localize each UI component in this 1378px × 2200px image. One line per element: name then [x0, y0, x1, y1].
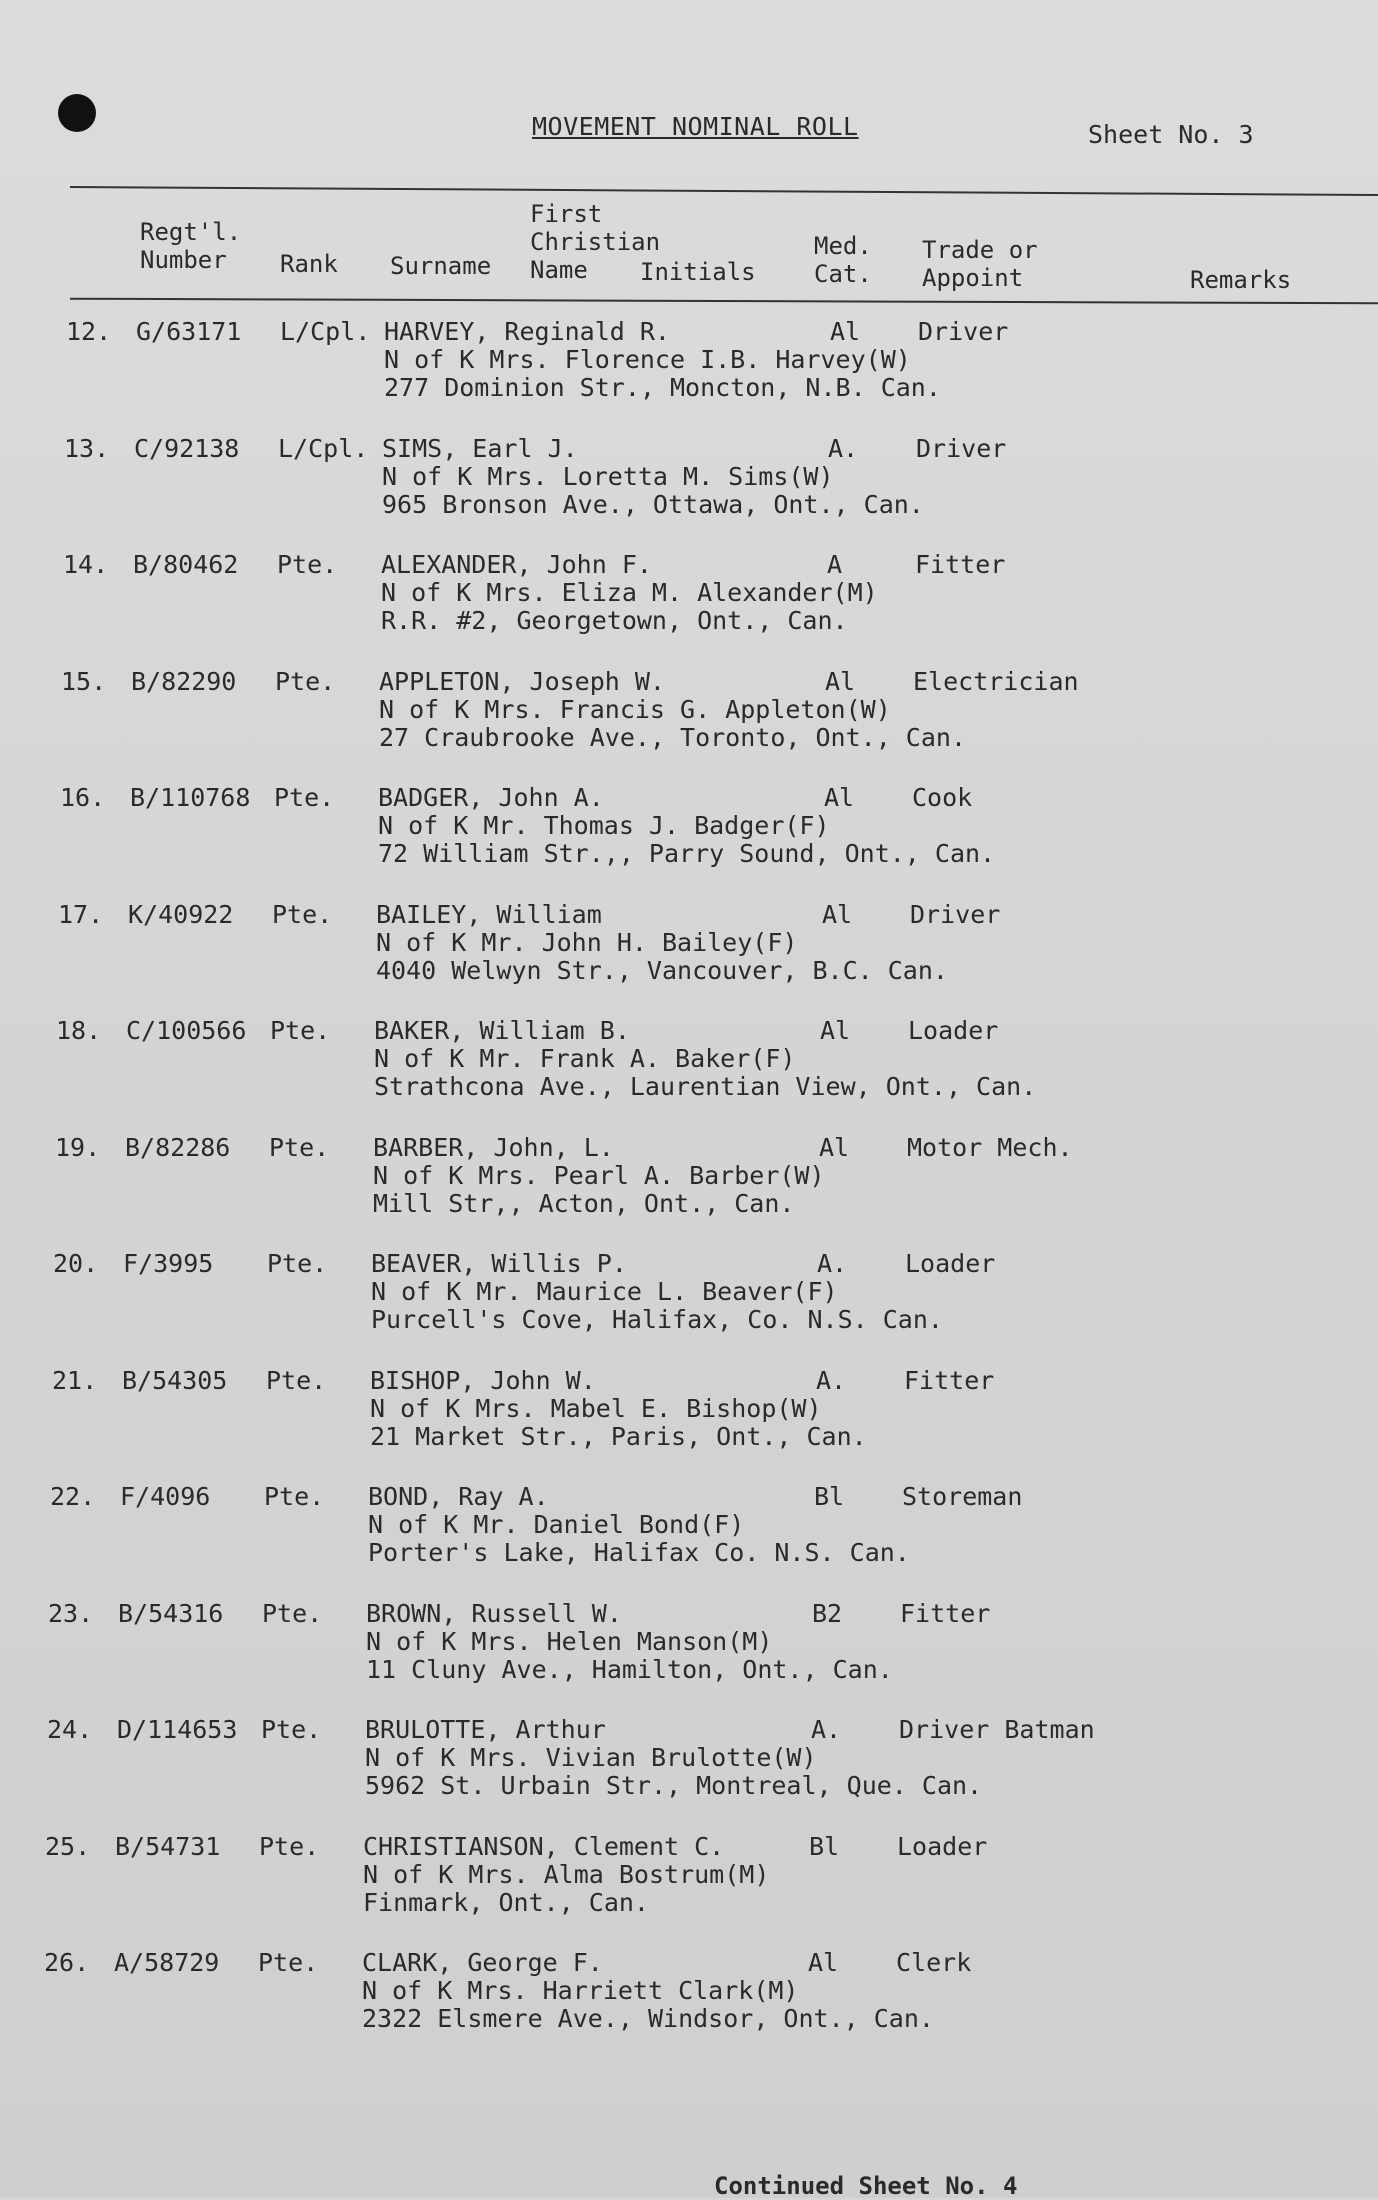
entry-trade: Cook	[912, 783, 973, 812]
list-item	[0, 435, 1378, 545]
entry-med-cat: Al	[825, 666, 856, 696]
entry-regt-number: G/63171	[136, 317, 242, 346]
entry-number: 16.	[60, 783, 106, 812]
col-header-med-cat: Med. Cat.	[814, 232, 872, 288]
entry-regt-number: B/82286	[125, 1132, 231, 1162]
entry-trade: Storeman	[902, 1482, 1023, 1511]
entry-number: 14.	[63, 550, 109, 579]
entry-trade: Fitter	[915, 550, 1006, 579]
entry-next-of-kin: N of K Mrs. Florence I.B. Harvey(W)	[384, 345, 911, 374]
entry-address: 2322 Elsmere Ave., Windsor, Ont., Can.	[362, 2004, 934, 2033]
entry-trade: Driver	[916, 433, 1007, 463]
entry-address: 277 Dominion Str., Moncton, N.B. Can.	[384, 373, 941, 402]
document-title: MOVEMENT NOMINAL ROLL	[532, 112, 859, 141]
entry-name: BAKER, William B.	[374, 1016, 630, 1045]
entry-regt-number: A/58729	[114, 1948, 220, 1977]
entry-med-cat: Al	[808, 1948, 839, 1977]
entry-next-of-kin: N of K Mrs. Pearl A. Barber(W)	[373, 1160, 825, 1190]
entry-name: BADGER, John A.	[378, 783, 604, 812]
entry-next-of-kin: N of K Mrs. Francis G. Appleton(W)	[379, 694, 891, 724]
entry-address: R.R. #2, Georgetown, Ont., Can.	[381, 606, 848, 635]
entry-name: BAILEY, William	[376, 899, 602, 929]
entry-med-cat: B2	[812, 1598, 843, 1628]
col-header-surname: Surname	[390, 252, 492, 280]
entry-number: 13.	[64, 433, 110, 463]
entry-address: 5962 St. Urbain Str., Montreal, Que. Can.	[365, 1771, 983, 1800]
col-header-initials: Initials	[640, 258, 756, 286]
entry-med-cat: A.	[828, 433, 859, 463]
entry-regt-number: K/40922	[128, 899, 234, 929]
entry-med-cat: Al	[830, 317, 861, 346]
punch-hole	[58, 94, 96, 132]
entry-number: 21.	[52, 1365, 98, 1395]
entry-number: 15.	[61, 666, 107, 696]
entry-regt-number: C/92138	[134, 433, 240, 463]
entry-next-of-kin: N of K Mr. Frank A. Baker(F)	[374, 1044, 796, 1073]
entry-regt-number: B/54316	[118, 1598, 224, 1628]
col-header-first-christian-name: First Christian Name	[530, 200, 661, 284]
entry-rank: Pte.	[261, 1715, 322, 1744]
col-header-remarks: Remarks	[1190, 266, 1292, 294]
entry-trade: Fitter	[904, 1365, 995, 1395]
entry-next-of-kin: N of K Mrs. Alma Bostrum(M)	[363, 1859, 770, 1889]
list-item	[0, 1600, 1378, 1710]
entry-regt-number: B/82290	[131, 666, 237, 696]
entry-next-of-kin: N of K Mr. Daniel Bond(F)	[368, 1510, 745, 1539]
entry-rank: Pte.	[267, 1249, 328, 1278]
entry-trade: Electrician	[913, 666, 1079, 696]
entry-address: Finmark, Ont., Can.	[363, 1887, 649, 1917]
entry-trade: Motor Mech.	[907, 1132, 1073, 1162]
entry-rank: Pte.	[269, 1132, 330, 1162]
entry-address: Mill Str,, Acton, Ont., Can.	[373, 1188, 795, 1218]
entry-name: BARBER, John, L.	[373, 1132, 614, 1162]
entry-next-of-kin: N of K Mrs. Loretta M. Sims(W)	[382, 461, 834, 491]
list-item	[0, 1483, 1378, 1593]
entry-trade: Fitter	[900, 1598, 991, 1628]
entry-regt-number: C/100566	[126, 1016, 247, 1045]
entry-name: BOND, Ray A.	[368, 1482, 549, 1511]
entry-regt-number: D/114653	[117, 1715, 238, 1744]
entry-rank: Pte.	[266, 1365, 327, 1395]
list-item	[0, 668, 1378, 778]
entry-rank: L/Cpl.	[278, 433, 369, 463]
col-header-rank: Rank	[280, 250, 338, 278]
entry-rank: Pte.	[274, 783, 335, 812]
entry-name: BRULOTTE, Arthur	[365, 1715, 606, 1744]
header-top-rule	[70, 186, 1378, 196]
entry-address: Strathcona Ave., Laurentian View, Ont., Can.	[374, 1072, 1037, 1101]
entry-address: 27 Craubrooke Ave., Toronto, Ont., Can.	[379, 722, 966, 752]
entry-number: 22.	[50, 1482, 96, 1511]
entry-number: 25.	[45, 1831, 91, 1861]
entry-name: BEAVER, Willis P.	[371, 1249, 627, 1278]
list-item	[0, 318, 1378, 428]
entry-number: 26.	[44, 1948, 90, 1977]
entry-number: 20.	[53, 1249, 99, 1278]
entry-rank: Pte.	[262, 1598, 323, 1628]
entry-next-of-kin: N of K Mr. Thomas J. Badger(F)	[378, 811, 830, 840]
entry-name: CHRISTIANSON, Clement C.	[363, 1831, 725, 1861]
entry-address: 11 Cluny Ave., Hamilton, Ont., Can.	[366, 1654, 893, 1684]
entry-number: 23.	[48, 1598, 94, 1628]
entry-regt-number: F/3995	[123, 1249, 214, 1278]
entry-address: 965 Bronson Ave., Ottawa, Ont., Can.	[382, 489, 924, 519]
list-item	[0, 1134, 1378, 1244]
entry-name: SIMS, Earl J.	[382, 433, 578, 463]
entry-rank: Pte.	[264, 1482, 325, 1511]
entry-name: HARVEY, Reginald R.	[384, 317, 670, 346]
list-item	[0, 901, 1378, 1011]
entry-trade: Loader	[908, 1016, 999, 1045]
list-item	[0, 1250, 1378, 1360]
entry-med-cat: Bl	[809, 1831, 840, 1861]
entry-number: 24.	[47, 1715, 93, 1744]
entry-number: 18.	[56, 1016, 102, 1045]
entry-next-of-kin: N of K Mrs. Eliza M. Alexander(M)	[381, 578, 878, 607]
entry-rank: Pte.	[275, 666, 336, 696]
list-item	[0, 551, 1378, 661]
entry-rank: Pte.	[272, 899, 333, 929]
entry-trade: Driver	[910, 899, 1001, 929]
col-header-trade-or-appoint: Trade or Appoint	[922, 236, 1038, 292]
entry-med-cat: A.	[817, 1249, 848, 1278]
continued-sheet-note: Continued Sheet No. 4	[714, 2172, 1018, 2200]
entry-rank: L/Cpl.	[280, 317, 371, 346]
entry-next-of-kin: N of K Mrs. Vivian Brulotte(W)	[365, 1743, 817, 1772]
entry-next-of-kin: N of K Mrs. Harriett Clark(M)	[362, 1976, 799, 2005]
header-bottom-rule	[70, 298, 1378, 305]
entry-regt-number: B/110768	[130, 783, 251, 812]
list-item	[0, 784, 1378, 894]
list-item	[0, 1716, 1378, 1826]
entry-rank: Pte.	[270, 1016, 331, 1045]
entry-number: 17.	[58, 899, 104, 929]
entry-regt-number: B/80462	[133, 550, 239, 579]
entry-regt-number: F/4096	[120, 1482, 211, 1511]
entry-address: Porter's Lake, Halifax Co. N.S. Can.	[368, 1538, 910, 1567]
entry-trade: Driver	[918, 317, 1009, 346]
entry-med-cat: A.	[816, 1365, 847, 1395]
entry-address: 72 William Str.,, Parry Sound, Ont., Can.	[378, 839, 996, 868]
entry-med-cat: Al	[824, 783, 855, 812]
entry-regt-number: B/54731	[115, 1831, 221, 1861]
col-header-regtl-number: Regt'l. Number	[140, 218, 242, 274]
entry-med-cat: Bl	[814, 1482, 845, 1511]
entry-name: BROWN, Russell W.	[366, 1598, 622, 1628]
entry-med-cat: A	[827, 550, 843, 579]
sheet-number: Sheet No. 3	[1088, 120, 1254, 149]
entry-address: 4040 Welwyn Str., Vancouver, B.C. Can.	[376, 955, 948, 985]
entry-trade: Driver Batman	[899, 1715, 1095, 1744]
entry-trade: Loader	[905, 1249, 996, 1278]
entry-med-cat: Al	[819, 1132, 850, 1162]
entry-next-of-kin: N of K Mr. Maurice L. Beaver(F)	[371, 1277, 838, 1306]
entry-med-cat: Al	[822, 899, 853, 929]
entry-next-of-kin: N of K Mrs. Helen Manson(M)	[366, 1626, 773, 1656]
list-item	[0, 1017, 1378, 1127]
entry-address: Purcell's Cove, Halifax, Co. N.S. Can.	[371, 1305, 943, 1334]
entry-next-of-kin: N of K Mrs. Mabel E. Bishop(W)	[370, 1393, 822, 1423]
entry-number: 19.	[55, 1132, 101, 1162]
entry-address: 21 Market Str., Paris, Ont., Can.	[370, 1421, 867, 1451]
entry-rank: Pte.	[259, 1831, 320, 1861]
entry-regt-number: B/54305	[122, 1365, 228, 1395]
entry-trade: Clerk	[896, 1948, 972, 1977]
entry-name: BISHOP, John W.	[370, 1365, 596, 1395]
entry-med-cat: A.	[811, 1715, 842, 1744]
entry-name: APPLETON, Joseph W.	[379, 666, 665, 696]
entry-number: 12.	[66, 317, 112, 346]
entry-rank: Pte.	[258, 1948, 319, 1977]
entry-med-cat: Al	[820, 1016, 851, 1045]
entry-name: ALEXANDER, John F.	[381, 550, 652, 579]
list-item	[0, 1367, 1378, 1477]
entry-rank: Pte.	[277, 550, 338, 579]
entry-next-of-kin: N of K Mr. John H. Bailey(F)	[376, 927, 798, 957]
entry-name: CLARK, George F.	[362, 1948, 603, 1977]
entry-trade: Loader	[897, 1831, 988, 1861]
list-item	[0, 1833, 1378, 1943]
list-item	[0, 1949, 1378, 2059]
